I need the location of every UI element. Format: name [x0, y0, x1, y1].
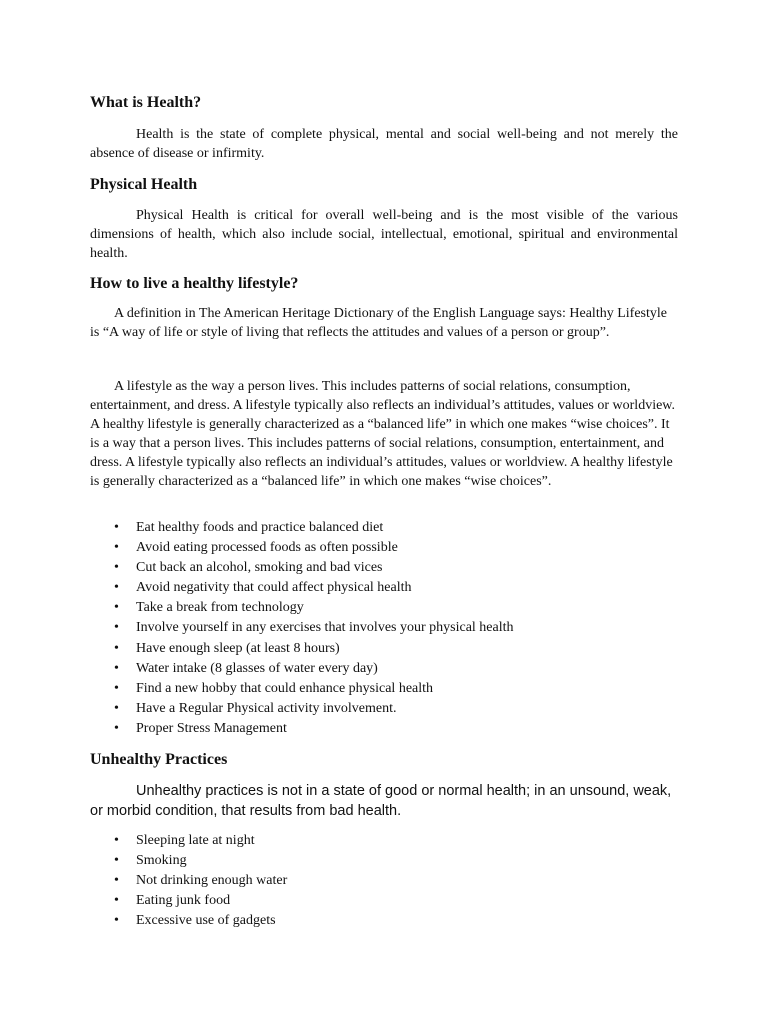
bullet-icon: •: [114, 520, 119, 535]
list-item: [90, 699, 514, 719]
paragraph-lifestyle-explanation: A lifestyle as the way a person lives. This includes patterns of social relations, consumption, entertainment, and dress. A lifestyle typically also reflects an individual’s attitudes, values or worldview. A healthy lifestyle is generally characterized as a “balanced life” in which one makes “wise choices”. It is a way that a person lives. This includes patterns of social relations, consumption, entertainment, and dress. A lifestyle typically also reflects an individual’s attitudes, values or worldview. A healthy lifestyle is generally characterized as a “balanced life” in which one makes “wise choices”.: [90, 379, 675, 489]
list-item: [90, 558, 514, 578]
list-item-text: Water intake (8 glasses of water every day): [136, 660, 378, 676]
bullet-icon: •: [114, 580, 119, 596]
list-item: [90, 719, 514, 739]
list-item: [90, 831, 287, 851]
list-item: [90, 679, 514, 699]
paragraph-physical-health: Physical Health is critical for overall well-being and is the most visible of the various dimensions of health, which also include social, intellectual, emotional, spiritual and environmental health.: [90, 208, 678, 261]
list-item-text: Eating junk food: [136, 893, 231, 909]
bullet-icon: •: [114, 853, 119, 869]
paragraph-unhealthy-practices: Unhealthy practices is not in a state of good or normal health; in an unsound, weak, or morbid condition, that results from bad health.: [90, 783, 672, 819]
list-item-text: Not drinking enough water: [136, 873, 288, 889]
list-item-text: Smoking: [136, 853, 187, 869]
list-item-text: Proper Stress Management: [136, 720, 287, 736]
bullet-icon: •: [114, 833, 119, 848]
list-item-text: Have a Regular Physical activity involvement.: [136, 700, 397, 716]
bullet-icon: •: [114, 873, 119, 889]
heading-unhealthy-practices: Unhealthy Practices: [90, 751, 228, 768]
list-item: [90, 871, 287, 891]
list-item: [90, 891, 287, 911]
list-item: [90, 598, 514, 618]
list-item: [90, 659, 514, 679]
list-item-text: Eat healthy foods and practice balanced diet: [136, 520, 384, 535]
bullet-icon: •: [114, 560, 119, 576]
bullet-icon: •: [114, 540, 119, 556]
list-item-text: Sleeping late at night: [136, 833, 255, 848]
list-item: [90, 518, 514, 538]
paragraph-lifestyle-definition: A definition in The American Heritage Dictionary of the English Language says: Healthy Lifestyle is “A way of life or style of living that reflects the attitudes and values of a person or group”.: [90, 306, 667, 340]
list-item-text: Excessive use of gadgets: [136, 913, 276, 929]
bullet-icon: •: [114, 720, 119, 736]
bullet-icon: •: [114, 913, 119, 929]
heading-physical-health: Physical Health: [90, 176, 198, 193]
list-item-text: Cut back an alcohol, smoking and bad vices: [136, 560, 383, 576]
bullet-icon: •: [114, 620, 119, 636]
list-item: [90, 639, 514, 659]
list-item-text: Find a new hobby that could enhance physical health: [136, 680, 434, 696]
bullet-icon: •: [114, 660, 119, 676]
healthy-tips-list: [90, 518, 514, 739]
list-item: [90, 851, 287, 871]
bullet-icon: •: [114, 640, 119, 656]
heading-healthy-lifestyle: How to live a healthy lifestyle?: [90, 275, 299, 292]
list-item: [90, 538, 514, 558]
list-item-text: Take a break from technology: [136, 600, 304, 616]
paragraph-health-definition: Health is the state of complete physical, mental and social well-being and not merely the absence of disease or infirmity.: [90, 127, 678, 161]
unhealthy-practices-list: [90, 831, 287, 931]
bullet-icon: •: [114, 600, 119, 616]
heading-what-is-health: What is Health?: [90, 94, 202, 111]
list-item-text: Have enough sleep (at least 8 hours): [136, 640, 340, 656]
list-item-text: Involve yourself in any exercises that involves your physical health: [136, 620, 514, 636]
list-item: [90, 911, 287, 931]
bullet-icon: •: [114, 700, 119, 716]
list-item: [90, 618, 514, 638]
list-item-text: Avoid negativity that could affect physical health: [136, 580, 412, 596]
list-item-text: Avoid eating processed foods as often possible: [136, 540, 398, 556]
bullet-icon: •: [114, 893, 119, 909]
list-item: [90, 578, 514, 598]
bullet-icon: •: [114, 680, 119, 696]
